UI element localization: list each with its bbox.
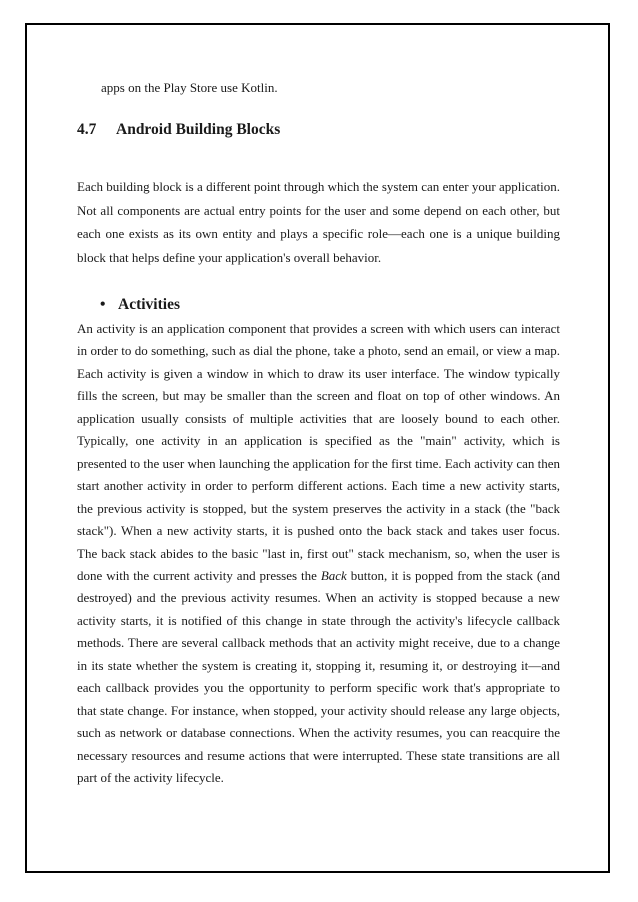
intro-paragraph: Each building block is a different point through which the system can enter your application. Not all components are actual entry points for the user and some depend on each other, but each one exists as its own entity and plays a specific role—each one is a unique building block that helps define your application's overall behavior.	[77, 179, 560, 266]
section-heading	[77, 121, 280, 139]
back-button-term: Back	[320, 567, 347, 583]
bullet-label: Activities	[118, 296, 180, 313]
bullet-heading-activities	[100, 296, 180, 314]
paragraph-text-before: An activity is an application component that provides a screen with which users can interact in order to do something, such as dial the phone, take a photo, send an email, or view a map. Each activity is given a window in which to draw its user interface. The window typically fills the screen, but may be smaller than the screen and float on top of other windows. An application usually consists of multiple activities that are loosely bound to each other. Typically, one activity in an application is specified as the "main" activity, which is presented to the user when launching the application for the first time. Each activity can then start another activity in order to perform different actions. Each time a new activity starts, the previous activity is stopped, but the system preserves the activity in a stack (the "back stack"). When a new activity starts, it is pushed onto the back stack and takes user focus. The back stack abides to the basic "last in, first out" stack mechanism, so, when the user is done with the current activity and presses the	[77, 321, 560, 583]
section-number: 4.7	[77, 121, 97, 138]
intro-line: apps on the Play Store use Kotlin.	[101, 80, 278, 95]
paragraph-text-after: button, it is popped from the stack (and destroyed) and the previous activity resumes. When an activity is stopped because a new activity starts, it is notified of this change in state through the activity's lifecycle callback methods. There are several callback methods that an activity might receive, due to a change in its state whether the system is creating it, stopping it, resuming it, or destroying it—and each callback provides you the opportunity to perform specific work that's appropriate to that state change. For instance, when stopped, your activity should release any large objects, such as network or database connections. When the activity resumes, you can reacquire the necessary resources and resume actions that were interrupted. These state transitions are all part of the activity lifecycle.	[77, 567, 560, 786]
activities-paragraph	[77, 318, 560, 790]
section-title: Android Building Blocks	[116, 121, 281, 138]
bullet-icon: •	[100, 296, 106, 313]
